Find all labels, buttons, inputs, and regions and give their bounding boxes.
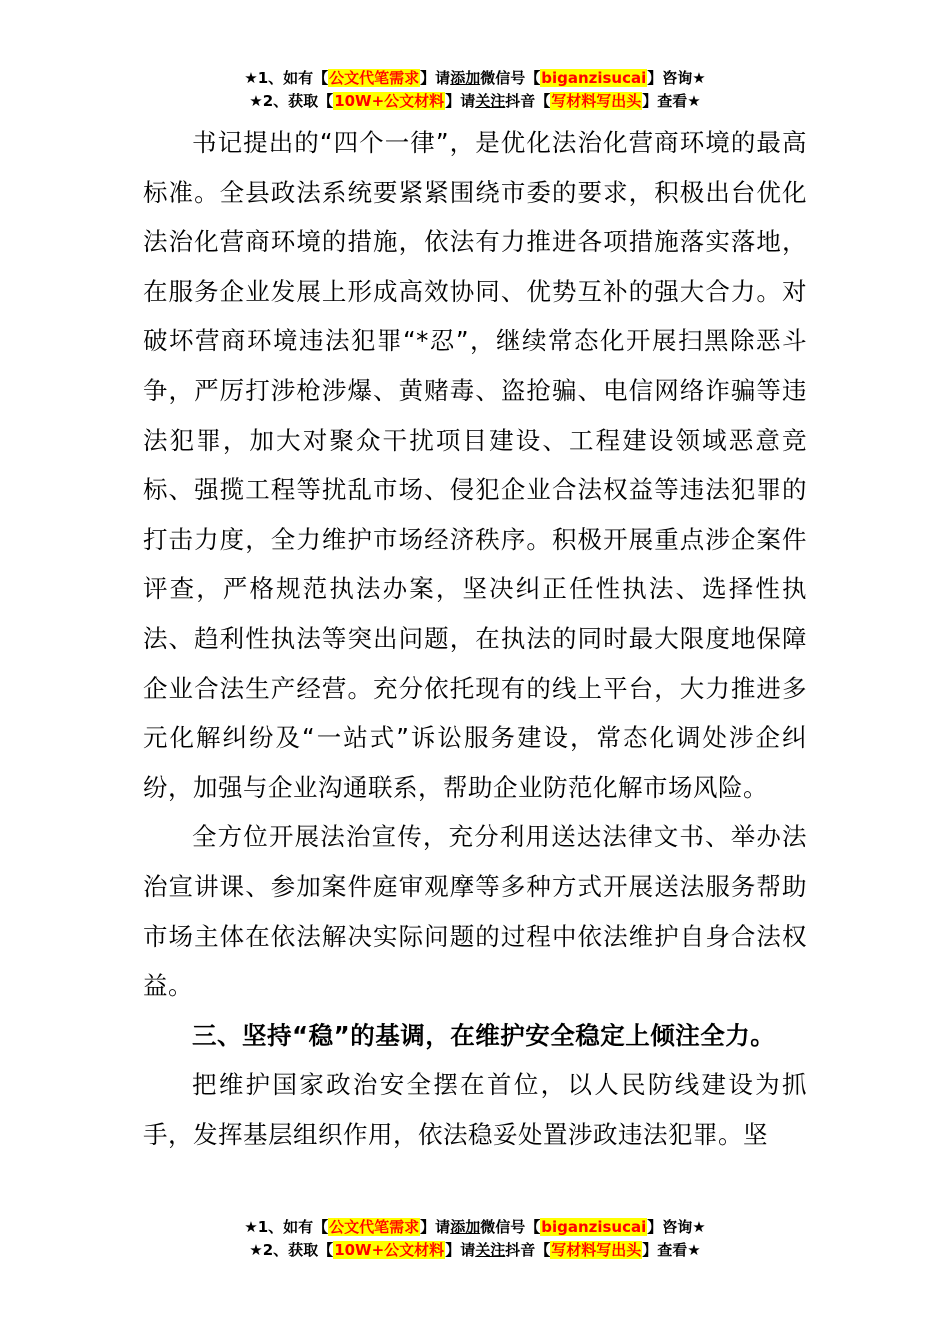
promo-highlight: 10W+公文材料 xyxy=(334,92,445,110)
promo-text: ★2、获取【 xyxy=(249,1241,334,1259)
promo-underline: 关注 xyxy=(475,92,506,110)
body-paragraph: 书记提出的“四个一律”，是优化法治化营商环境的最高标准。全县政法系统要紧紧围绕市委的要求，积极出台优化法治化营商环境的措施，依法有力推进各项措施落实落地，在服务企业发展上形成高效协同、优势互补的强大合力。对破坏营商环境违法犯罪“*忍”，继续常态化开展扫黑除恶斗争，严厉打涉枪涉爆、黄赌毒、盗抢骗、电信网络诈骗等违法犯罪，加大对聚众干扰项目建设、工程建设领域恶意竞标、强揽工程等扰乱市场、侵犯企业合法权益等违法犯罪的打击力度，全力维护市场经济秩序。积极开展重点涉企案件评查，严格规范执法办案，坚决纠正任性执法、选择性执法、趋利性执法等突出问题，在执法的同时最大限度地保障企业合法生产经营。充分依托现有的线上平台，大力推进多元化解纠纷及“一站式”诉讼服务建设，常态化调处涉企纠纷，加强与企业沟通联系，帮助企业防范化解市场风险。 xyxy=(143,128,807,802)
promo-text: 抖音【 xyxy=(505,92,551,110)
promo-line-2 xyxy=(0,90,950,113)
promo-text: 】请 xyxy=(445,92,476,110)
promo-line-1 xyxy=(0,67,950,90)
section-heading: 三、坚持“稳”的基调，在维护安全稳定上倾注全力。 xyxy=(192,1020,776,1050)
promo-underline: 添加 xyxy=(450,1218,481,1236)
promo-text: ★1、如有【 xyxy=(244,69,329,87)
promo-wechat-id: biganzisucai xyxy=(541,1218,647,1236)
body-paragraph: 全方位开展法治宣传，充分利用送达法律文书、举办法治宣讲课、参加案件庭审观摩等多种方式开展送法服务帮助市场主体在依法解决实际问题的过程中依法维护自身合法权益。 xyxy=(143,822,807,1001)
promo-highlight: 公文代笔需求 xyxy=(329,69,420,87)
promo-text: 】咨询★ xyxy=(647,1218,706,1236)
promo-text: 】请 xyxy=(420,1218,451,1236)
promo-wechat-id: biganzisucai xyxy=(541,69,647,87)
promo-highlight: 公文代笔需求 xyxy=(329,1218,420,1236)
promo-text: ★1、如有【 xyxy=(244,1218,329,1236)
promo-text: 抖音【 xyxy=(505,1241,551,1259)
promo-text: 】请 xyxy=(445,1241,476,1259)
promo-line-1 xyxy=(0,1216,950,1239)
promo-line-2 xyxy=(0,1239,950,1262)
promo-text: 】请 xyxy=(420,69,451,87)
promo-text: 】查看★ xyxy=(642,92,701,110)
document-body xyxy=(143,118,807,1159)
promo-highlight: 10W+公文材料 xyxy=(334,1241,445,1259)
promo-underline: 添加 xyxy=(450,69,481,87)
promo-text: 微信号【 xyxy=(480,69,541,87)
footer-promo-banner xyxy=(0,1216,950,1262)
promo-underline: 关注 xyxy=(475,1241,506,1259)
promo-text: 微信号【 xyxy=(480,1218,541,1236)
header-promo-banner xyxy=(0,67,950,113)
promo-douyin-id: 写材料写出头 xyxy=(551,92,642,110)
promo-douyin-id: 写材料写出头 xyxy=(551,1241,642,1259)
promo-text: 】咨询★ xyxy=(647,69,706,87)
body-paragraph: 把维护国家政治安全摆在首位，以人民防线建设为抓手，发挥基层组织作用，依法稳妥处置涉政违法犯罪。坚 xyxy=(143,1070,807,1149)
promo-text: 】查看★ xyxy=(642,1241,701,1259)
promo-text: ★2、获取【 xyxy=(249,92,334,110)
